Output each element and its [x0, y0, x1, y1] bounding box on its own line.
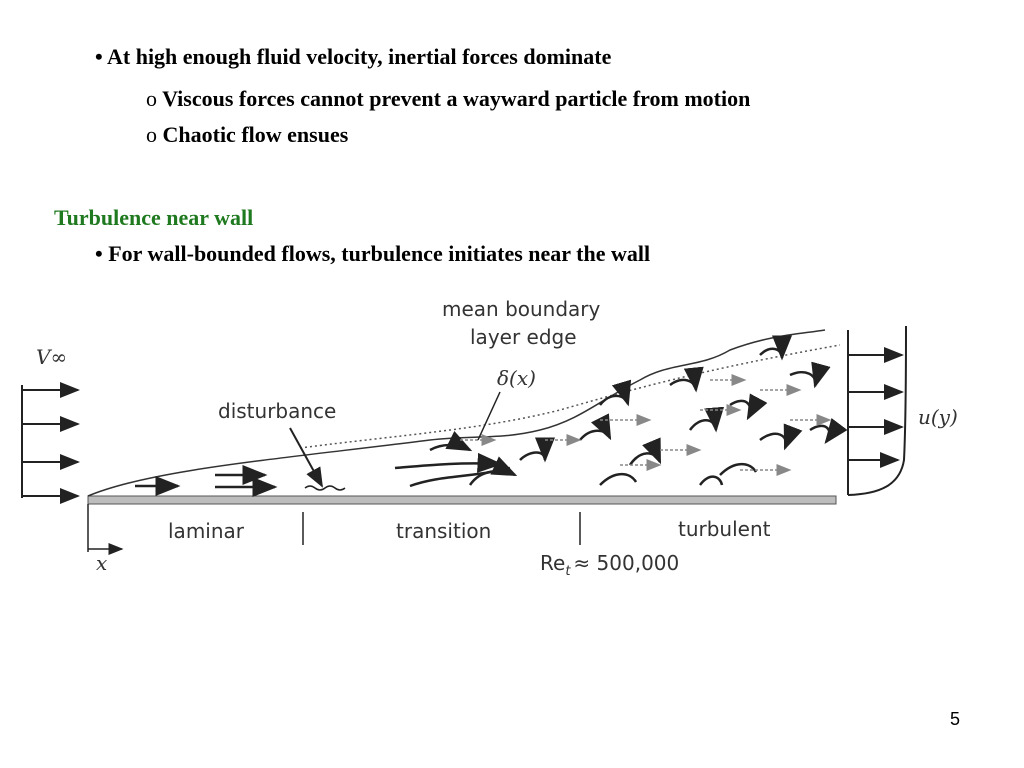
- mean-edge-label-2: layer edge: [470, 325, 577, 349]
- page-number: 5: [950, 709, 961, 729]
- bullet-1: [95, 46, 611, 68]
- u-y-label: u(y): [918, 405, 958, 429]
- sub-bullet-text: Chaotic flow ensues: [162, 122, 349, 147]
- disturbance-squiggle: [305, 486, 345, 490]
- reynolds-subscript: t: [565, 564, 571, 579]
- region-turbulent-label: turbulent: [678, 517, 771, 541]
- v-infinity-label: V∞: [36, 345, 68, 369]
- reynolds-value: ≈ 500,000: [573, 551, 680, 575]
- outlet-velocity-profile: [848, 326, 906, 495]
- sub-bullet-marker: o: [146, 122, 157, 147]
- bullet-marker: •: [95, 241, 103, 266]
- reynolds-re: Re: [540, 551, 566, 575]
- delta-pointer: [478, 392, 500, 440]
- turbulent-gray-arrows: [460, 380, 830, 470]
- reynolds-label: [540, 551, 679, 579]
- x-axis-label: x: [96, 551, 108, 575]
- section-bullet: [95, 243, 650, 265]
- inlet-velocity-profile: [22, 385, 78, 498]
- bullet-marker: •: [95, 44, 103, 69]
- section-heading: Turbulence near wall: [54, 205, 254, 230]
- sub-bullet-2: [146, 124, 348, 146]
- turbulent-eddies: [580, 349, 829, 485]
- mean-edge-label-1: mean boundary: [442, 297, 601, 321]
- sub-bullet-1: [146, 88, 750, 110]
- sub-bullet-marker: o: [146, 86, 157, 111]
- region-laminar-label: laminar: [168, 519, 245, 543]
- bullet-text: At high enough fluid velocity, inertial forces dominate: [107, 44, 612, 69]
- bullet-text: For wall-bounded flows, turbulence initiates near the wall: [108, 241, 651, 266]
- boundary-layer-edge: [88, 330, 825, 496]
- region-transition-label: transition: [396, 519, 492, 543]
- delta-label: δ(x): [497, 366, 536, 390]
- disturbance-label: disturbance: [218, 399, 337, 423]
- transition-arrows: [395, 445, 545, 486]
- mean-edge-dotted: [300, 345, 840, 448]
- flat-plate: [88, 496, 836, 504]
- sub-bullet-text: Viscous forces cannot prevent a wayward particle from motion: [162, 86, 751, 111]
- boundary-layer-diagram: [0, 290, 1000, 590]
